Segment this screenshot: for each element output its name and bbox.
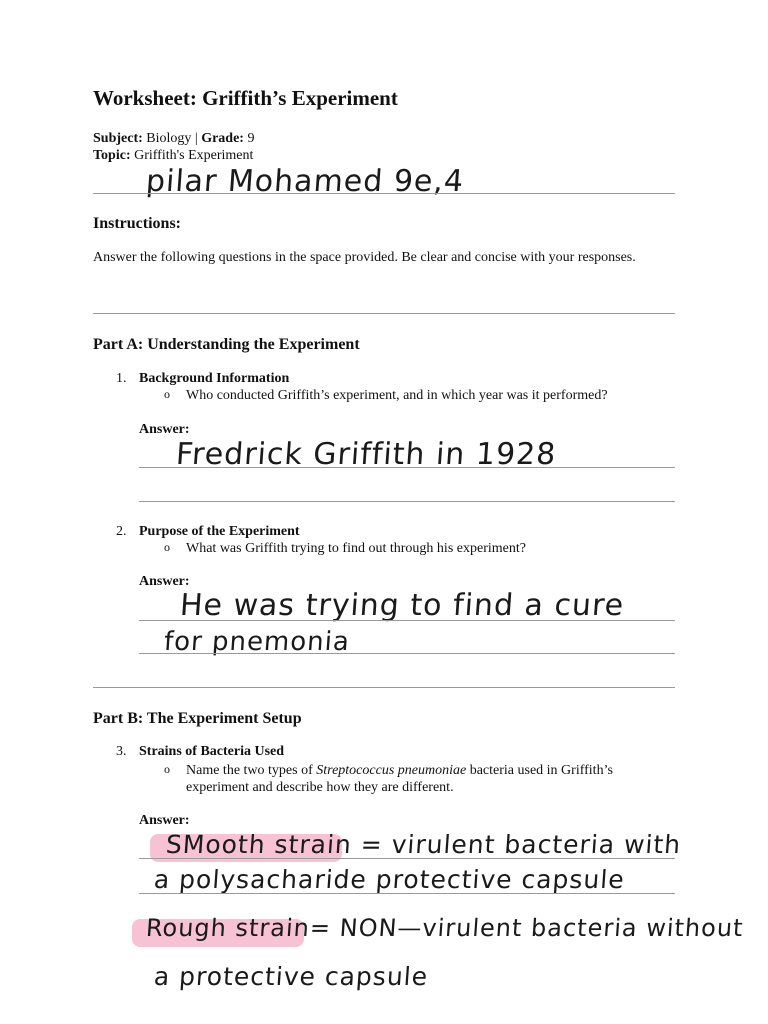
question-1-title-text: Background Information xyxy=(139,371,290,386)
section-divider xyxy=(93,687,675,688)
student-name-handwriting: pilar Mohamed 9e,4 xyxy=(144,164,466,199)
answer-3-rule-2 xyxy=(139,893,675,894)
bullet-marker: o xyxy=(164,540,170,554)
smooth-strain-term: SMooth strain xyxy=(164,830,353,859)
instructions-text: Answer the following questions in the space provided. Be clear and concise with your responses. xyxy=(93,250,636,265)
part-b-heading: Part B: The Experiment Setup xyxy=(93,710,302,727)
grade-value: 9 xyxy=(247,131,255,146)
answer-3-handwriting-line-1 xyxy=(165,830,682,859)
topic-line xyxy=(93,147,253,164)
answer-3-handwriting-line-2: a polysacharide protective capsule xyxy=(152,865,626,894)
answer-1-rule-2 xyxy=(139,501,675,502)
part-a-heading: Part A: Understanding the Experiment xyxy=(93,336,360,353)
question-3-number: 3. xyxy=(116,744,127,759)
smooth-strain-description: = virulent bacteria with xyxy=(350,830,683,859)
answer-1-handwriting: Fredrick Griffith in 1928 xyxy=(174,437,558,472)
page-title: Worksheet: Griffith’s Experiment xyxy=(93,86,398,110)
rough-strain-description: = NON—virulent bacteria without xyxy=(308,914,745,942)
answer-3-label: Answer: xyxy=(139,813,190,828)
question-3-question-pre: Name the two types of xyxy=(186,763,317,778)
subject-label: Subject: xyxy=(93,131,143,146)
question-3-title-text: Strains of Bacteria Used xyxy=(139,744,285,759)
answer-1-label: Answer: xyxy=(139,422,190,437)
bullet-marker: o xyxy=(164,387,170,401)
name-rule xyxy=(93,193,675,194)
answer-2-rule-2 xyxy=(139,653,675,654)
bullet-marker: o xyxy=(164,762,170,776)
question-1-title xyxy=(116,371,290,387)
topic-value: Griffith's Experiment xyxy=(134,148,254,163)
grade-label: Grade: xyxy=(201,131,244,146)
instructions-heading: Instructions: xyxy=(93,215,182,232)
question-2-title xyxy=(116,524,300,540)
answer-3-rule-1 xyxy=(139,858,675,859)
answer-2-handwriting-line-1: He was trying to find a cure xyxy=(178,588,626,623)
question-1-number: 1. xyxy=(116,371,127,386)
species-name: Streptococcus pneumoniae xyxy=(316,763,467,778)
subject-grade-line xyxy=(93,130,254,147)
section-divider xyxy=(93,313,675,314)
answer-2-rule-1 xyxy=(139,620,675,621)
rough-strain-term: Rough strain xyxy=(145,914,311,942)
question-2-number: 2. xyxy=(116,524,127,539)
question-2-text xyxy=(164,540,526,557)
subject-value: Biology | xyxy=(146,131,198,146)
question-3-question-post: bacteria used in Griffith’s experiment and describe how they are different. xyxy=(186,763,613,795)
question-1-question: Who conducted Griffith’s experiment, and in which year was it performed? xyxy=(186,388,608,403)
topic-label: Topic: xyxy=(93,148,131,163)
question-3-text xyxy=(164,762,676,796)
question-2-question: What was Griffith trying to find out through his experiment? xyxy=(186,541,526,556)
question-1-text xyxy=(164,387,608,404)
answer-2-label: Answer: xyxy=(139,574,190,589)
answer-1-rule-1 xyxy=(139,467,675,468)
answer-3-handwriting-line-3 xyxy=(145,914,744,942)
question-2-title-text: Purpose of the Experiment xyxy=(139,524,300,539)
question-3-title xyxy=(116,744,285,760)
answer-2-handwriting-line-2: for pnemonia xyxy=(162,627,351,657)
answer-3-handwriting-line-4: a protective capsule xyxy=(152,962,430,991)
